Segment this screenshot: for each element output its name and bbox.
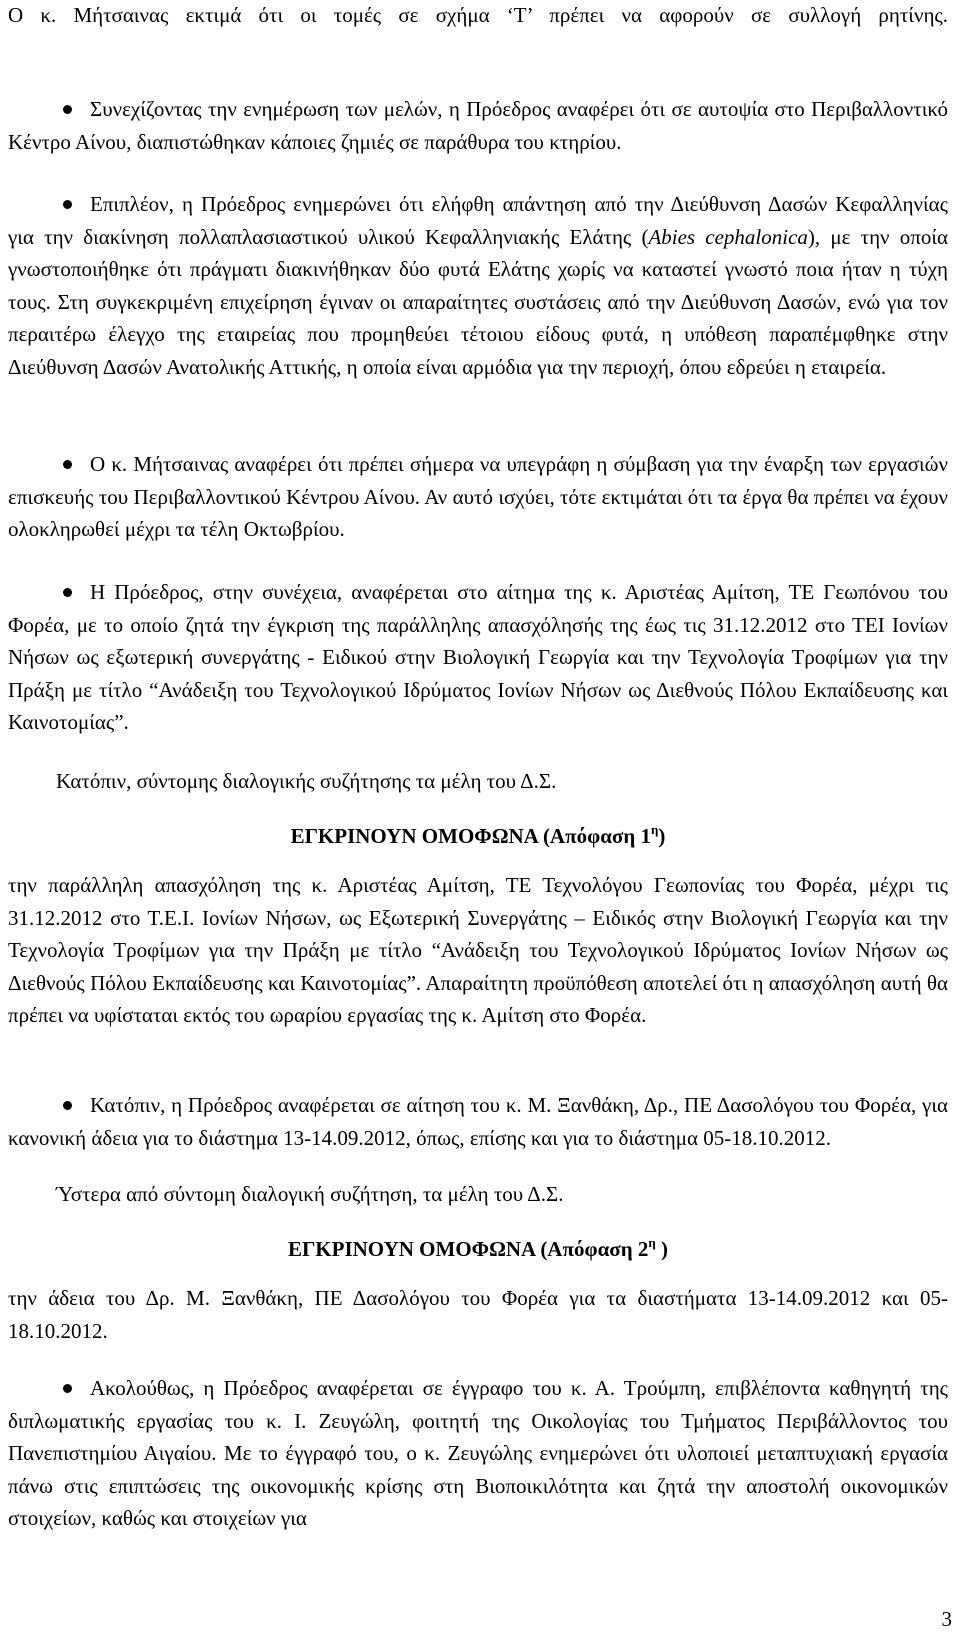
discussion-line-2: Ύστερα από σύντομη διαλογική συζήτηση, τα μέλη του Δ.Σ.	[56, 1182, 564, 1206]
bullet-item-damage: Συνεχίζοντας την ενημέρωση των μελών, η Πρόεδρος αναφέρει ότι σε αυτοψία στο Περιβαλλοντικό Κέντρο Αίνου, διαπιστώθηκαν κάποιες ζημιές σε παράθυρα του κτηρίου.	[8, 97, 948, 154]
bullet-item-contract: Ο κ. Μήτσαινας αναφέρει ότι πρέπει σήμερα να υπεγράφη η σύμβαση για την έναρξη των εργασιών επισκευής του Περιβαλλοντικού Κέντρου Αίνου. Αν αυτό ισχύει, τότε εκτιμάται ότι τα έργα θα πρέπει να έχουν ολοκληρωθεί μέχρι τα τέλη Οκτωβρίου.	[8, 452, 948, 541]
bullet-icon	[63, 105, 72, 114]
bullet-item-document: Ακολούθως, η Πρόεδρος αναφέρεται σε έγγραφο του κ. Α. Τρούμπη, επιβλέποντα καθηγητή της διπλωματικής εργασίας του κ. Ι. Ζευγώλη, φοιτητή της Οικολογίας του Τμήματος Περιβάλλοντος του Πανεπιστημίου Αιγαίου. Με το έγγραφό του, ο κ. Ζευγώλης ενημερώνει ότι υλοποιεί μεταπτυχιακή εργασία πάνω στις επιπτώσεις της οικονομικής κρίσης στη Βιοποικιλότητα και ζητά την αποστολή οικονομικών στοιχείων, καθώς και στοιχείων για	[8, 1376, 948, 1530]
bullet-icon	[63, 1101, 72, 1110]
bullet-icon	[63, 588, 72, 597]
bullet-icon	[63, 200, 72, 209]
decision-2-text: την άδεια του Δρ. Μ. Ξανθάκη, ΠΕ Δασολόγου του Φορέα για τα διαστήματα 13-14.09.2012 και 05-18.10.2012.	[8, 1286, 948, 1343]
bullet-item-request: Η Πρόεδρος, στην συνέχεια, αναφέρεται στο αίτημα της κ. Αριστέας Αμίτση, ΤΕ Γεωπόνου του Φορέα, με το οποίο ζητά την έγκριση της παράλληλης απασχόλησής της έως τις 31.12.2012 στο ΤΕΙ Ιονίων Νήσων ως εξωτερική συνεργάτης - Ειδικού στην Βιολογική Γεωργία και την Τεχνολογία Τροφίμων για την Πράξη με τίτλο “Ανάδειξη του Τεχνολογικού Ιδρύματος Ιονίων Νήσων ως Διεθνούς Πόλου Εκπαίδευσης και Καινοτομίας”.	[8, 580, 948, 734]
page-number: 3	[941, 1607, 952, 1631]
decision-2-heading: ΕΓΚΡΙΝΟΥΝ ΟΜΟΦΩΝΑ (Απόφαση $2^\eta$ )	[287, 1235, 669, 1261]
continued-paragraph: Ο κ. Μήτσαινας εκτιμά ότι οι τομές σε σχήμα ‘Τ’ πρέπει να αφορούν σε συλλογή ρητίνης.	[8, 3, 948, 27]
decision-1-heading: ΕΓΚΡΙΝΟΥΝ ΟΜΟΦΩΝΑ (Απόφαση $1^\eta$)	[290, 822, 666, 848]
bullet-item-fir: Επιπλέον, η Πρόεδρος ενημερώνει ότι ελήφθη απάντηση από την Διεύθυνση Δασών Κεφαλληνίας για την διακίνηση πολλαπλασιαστικού υλικού Κεφαλληνιακής Ελάτης (Abies cephalonica), με την οποία γνωστοποιήθηκε ότι πράγματι διακινήθηκαν δύο φυτά Ελάτης χωρίς να καταστεί γνωστό ποια ήταν η τύχη τους. Στη συγκεκριμένη επιχείρηση έγιναν οι απαραίτητες συστάσεις από την Διεύθυνση Δασών, ενώ για τον περαιτέρω έλεγχο της εταιρείας που προμηθεύει τέτοιου είδους φυτά, η υπόθεση παραπέμφθηκε στην Διεύθυνση Δασών Ανατολικής Αττικής, η οποία είναι αρμόδια για την περιοχή, όπου εδρεύει η εταιρεία.	[8, 192, 948, 379]
latin-name: Abies cephalonica	[648, 224, 808, 249]
discussion-line-1: Κατόπιν, σύντομης διαλογικής συζήτησης τα μέλη του Δ.Σ.	[56, 769, 557, 793]
bullet-item-leave: Κατόπιν, η Πρόεδρος αναφέρεται σε αίτηση του κ. Μ. Ξανθάκη, Δρ., ΠΕ Δασολόγου του Φορέα, για κανονική άδεια για το διάστημα 13-14.09.2012, όπως, επίσης και για το διάστημα 05-18.10.2012.	[8, 1093, 948, 1150]
decision-1-text: την παράλληλη απασχόληση της κ. Αριστέας Αμίτση, ΤΕ Τεχνολόγου Γεωπονίας του Φορέα, μέχρι τις 31.12.2012 στο Τ.Ε.Ι. Ιονίων Νήσων, ως Εξωτερική Συνεργάτης – Ειδικός στην Βιολογική Γεωργία και την Τεχνολογία Τροφίμων για την Πράξη με τίτλο “Ανάδειξη του Τεχνολογικού Ιδρύματος Ιονίων Νήσων ως Διεθνούς Πόλου Εκπαίδευσης και Καινοτομίας”. Απαραίτητη προϋπόθεση αποτελεί ότι η απασχόληση αυτή θα πρέπει να υφίσταται εκτός του ωραρίου εργασίας της κ. Αμίτση στο Φορέα.	[8, 873, 948, 1027]
bullet-icon	[63, 1384, 72, 1393]
bullet-icon	[63, 460, 72, 469]
